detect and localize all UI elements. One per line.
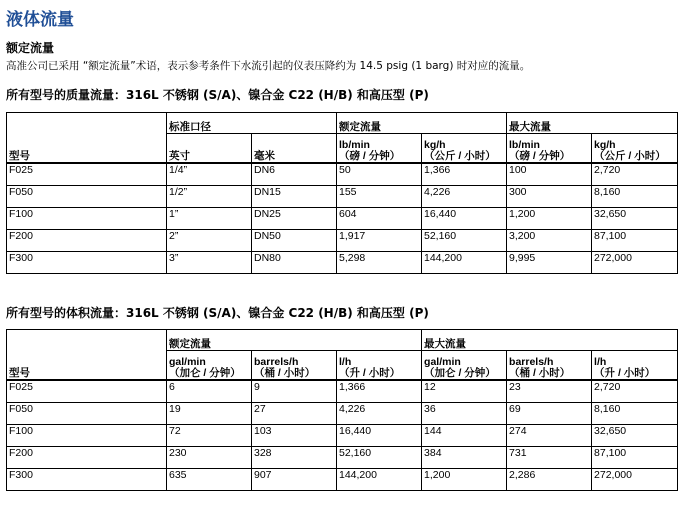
- table-cell: DN6: [252, 163, 337, 186]
- table-cell: F300: [7, 469, 167, 491]
- table-cell: 272,000: [592, 469, 678, 491]
- table-cell: 144,200: [422, 252, 507, 274]
- table-cell: 87,100: [592, 447, 678, 469]
- rated-flow-heading: 额定流量: [6, 41, 55, 55]
- table-cell: 12: [422, 380, 507, 403]
- group-header-rated-flow: 额定流量: [167, 330, 422, 351]
- table-cell: F100: [7, 208, 167, 230]
- table-cell: 155: [337, 186, 422, 208]
- table-cell: 1,200: [422, 469, 507, 491]
- table-cell: F050: [7, 403, 167, 425]
- table-cell: 300: [507, 186, 592, 208]
- table-cell: F050: [7, 186, 167, 208]
- table-cell: 32,650: [592, 208, 678, 230]
- group-header-max-flow: 最大流量: [422, 330, 678, 351]
- table-cell: 384: [422, 447, 507, 469]
- table-cell: 1,366: [337, 380, 422, 403]
- table-cell: 274: [507, 425, 592, 447]
- table-cell: 144: [422, 425, 507, 447]
- table-cell: F200: [7, 230, 167, 252]
- table-cell: F200: [7, 447, 167, 469]
- unit-header-max-barrelsh: barrels/h （桶 / 小时）: [507, 351, 592, 381]
- unit-header-rated-kgh: kg/h （公斤 / 小时）: [422, 134, 507, 164]
- table-row: [7, 403, 678, 425]
- table-cell: 9,995: [507, 252, 592, 274]
- table-cell: 907: [252, 469, 337, 491]
- table-cell: 144,200: [337, 469, 422, 491]
- unit-header-max-lh: l/h （升 / 小时）: [592, 351, 678, 381]
- table-cell: 2”: [167, 230, 252, 252]
- table-cell: F025: [7, 163, 167, 186]
- unit-header-max-lbmin: lb/min （磅 / 分钟）: [507, 134, 592, 164]
- table-cell: 8,160: [592, 186, 678, 208]
- table-cell: 2,720: [592, 380, 678, 403]
- table-cell: 731: [507, 447, 592, 469]
- table-cell: 16,440: [337, 425, 422, 447]
- volume-flow-heading: 所有型号的体积流量：316L 不锈钢 (S/A)、镍合金 C22 (H/B) 和高压型 (P): [6, 306, 429, 320]
- table-cell: F100: [7, 425, 167, 447]
- table-cell: 69: [507, 403, 592, 425]
- table-cell: DN50: [252, 230, 337, 252]
- table-cell: 52,160: [337, 447, 422, 469]
- unit-header-rated-lbmin: lb/min （磅 / 分钟）: [337, 134, 422, 164]
- table-cell: 103: [252, 425, 337, 447]
- table-cell: 52,160: [422, 230, 507, 252]
- table-cell: 72: [167, 425, 252, 447]
- table-cell: 604: [337, 208, 422, 230]
- table-cell: 4,226: [337, 403, 422, 425]
- table-cell: DN15: [252, 186, 337, 208]
- table-cell: 3”: [167, 252, 252, 274]
- volume-flow-table: [6, 329, 678, 491]
- table-row: [7, 425, 678, 447]
- table-row: [7, 186, 678, 208]
- table-cell: DN25: [252, 208, 337, 230]
- table-cell: 100: [507, 163, 592, 186]
- mass-flow-heading: 所有型号的质量流量：316L 不锈钢 (S/A)、镍合金 C22 (H/B) 和高压型 (P): [6, 88, 429, 102]
- table-cell: F025: [7, 380, 167, 403]
- table-cell: 328: [252, 447, 337, 469]
- unit-header-rated-lh: l/h （升 / 小时）: [337, 351, 422, 381]
- table-cell: 9: [252, 380, 337, 403]
- table-cell: F300: [7, 252, 167, 274]
- table-cell: 36: [422, 403, 507, 425]
- table-cell: 2,720: [592, 163, 678, 186]
- table-cell: 4,226: [422, 186, 507, 208]
- table-row: [7, 447, 678, 469]
- unit-header-rated-barrelsh: barrels/h （桶 / 小时）: [252, 351, 337, 381]
- table-cell: 32,650: [592, 425, 678, 447]
- table-row: [7, 252, 678, 274]
- table-cell: 5,298: [337, 252, 422, 274]
- table-cell: 6: [167, 380, 252, 403]
- table-cell: 27: [252, 403, 337, 425]
- table-cell: 23: [507, 380, 592, 403]
- rated-flow-description: 高准公司已采用 “额定流量”术语，表示参考条件下水流引起的仪表压降约为 14.5 psig (1 barg) 时对应的流量。: [6, 60, 531, 72]
- table-cell: 1”: [167, 208, 252, 230]
- table-cell: 1,200: [507, 208, 592, 230]
- page-title: 液体流量: [6, 10, 74, 30]
- column-header-model: 型号: [7, 113, 167, 164]
- table-cell: 50: [337, 163, 422, 186]
- table-cell: 16,440: [422, 208, 507, 230]
- table-row: [7, 230, 678, 252]
- mass-flow-table: [6, 112, 678, 274]
- group-header-rated-flow: 额定流量: [337, 113, 507, 134]
- unit-header-inch: 英寸: [167, 134, 252, 164]
- table-cell: 87,100: [592, 230, 678, 252]
- table-row: [7, 469, 678, 491]
- table-row: [7, 163, 678, 186]
- column-header-model: 型号: [7, 330, 167, 381]
- table-row: [7, 208, 678, 230]
- group-header-nominal-size: 标准口径: [167, 113, 337, 134]
- unit-header-rated-galmin: gal/min （加仑 / 分钟）: [167, 351, 252, 381]
- unit-header-mm: 毫米: [252, 134, 337, 164]
- table-cell: 230: [167, 447, 252, 469]
- table-cell: 1,366: [422, 163, 507, 186]
- unit-header-max-kgh: kg/h （公斤 / 小时）: [592, 134, 678, 164]
- table-cell: 19: [167, 403, 252, 425]
- table-cell: 272,000: [592, 252, 678, 274]
- table-cell: 3,200: [507, 230, 592, 252]
- table-cell: DN80: [252, 252, 337, 274]
- table-cell: 635: [167, 469, 252, 491]
- table-cell: 1/4”: [167, 163, 252, 186]
- table-cell: 8,160: [592, 403, 678, 425]
- table-cell: 1/2”: [167, 186, 252, 208]
- table-row: [7, 380, 678, 403]
- table-cell: 1,917: [337, 230, 422, 252]
- unit-header-max-galmin: gal/min （加仑 / 分钟）: [422, 351, 507, 381]
- table-cell: 2,286: [507, 469, 592, 491]
- group-header-max-flow: 最大流量: [507, 113, 678, 134]
